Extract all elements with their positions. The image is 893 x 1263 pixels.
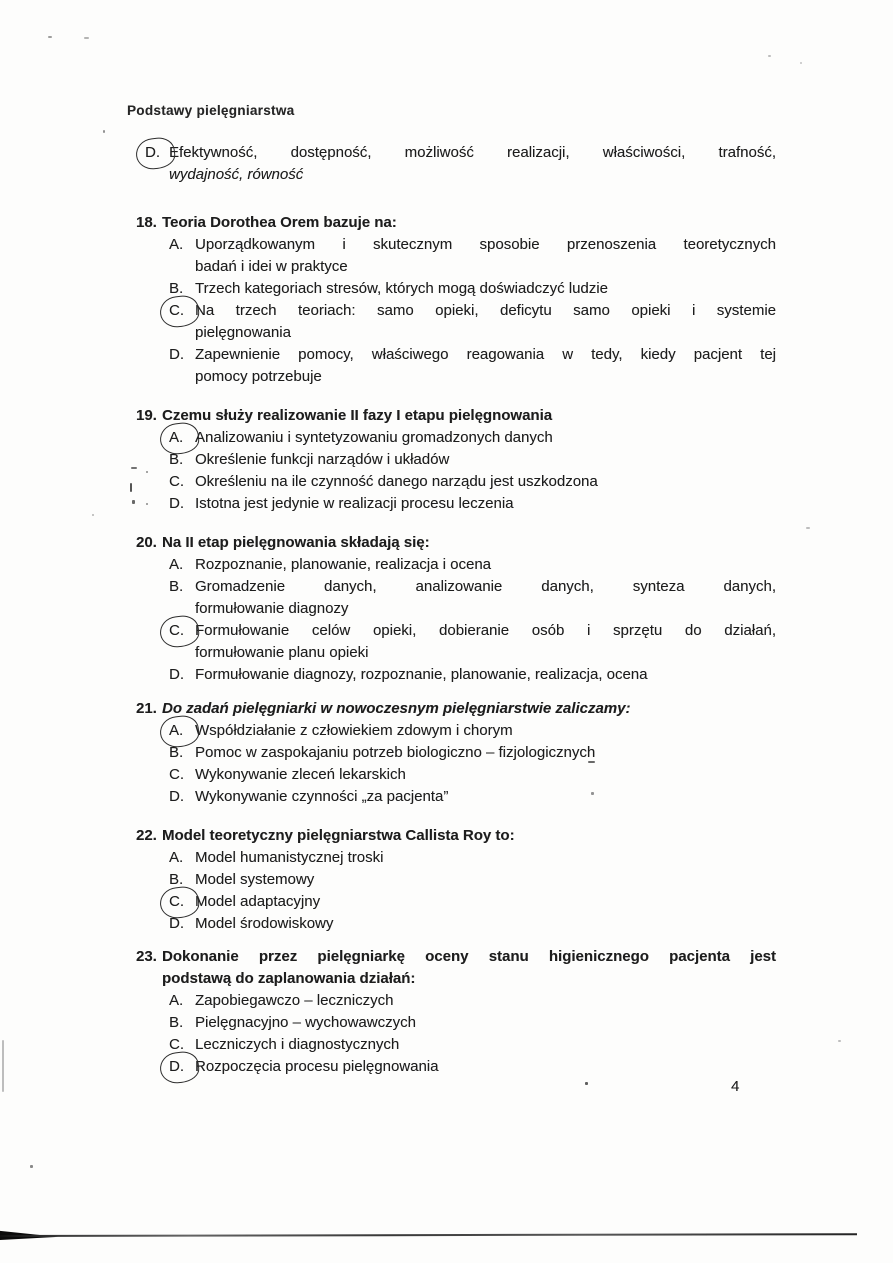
answer-option-text	[195, 869, 776, 891]
answer-option	[169, 664, 776, 686]
answer-letter: B.	[169, 1014, 184, 1031]
question-number: 21.	[136, 700, 157, 717]
question-title-line: podstawą do zaplanowania działań:	[162, 970, 416, 987]
answer-option-line: Określeniu na ile czynność danego narządu jest uszkodzona	[195, 473, 598, 490]
scan-speck	[146, 471, 148, 473]
question-title	[162, 212, 776, 234]
selected-answer-letter: D.	[169, 1056, 195, 1078]
scan-speck	[92, 514, 94, 516]
answer-option-line: Określenie funkcji narządów i układów	[195, 451, 450, 468]
selected-answer-letter: A.	[169, 427, 195, 449]
answer-option-text	[195, 764, 776, 786]
answer-option-line: pomocy potrzebuje	[195, 368, 322, 385]
answer-option-text	[195, 990, 776, 1012]
answer-option-text	[195, 913, 776, 935]
scan-speck	[800, 62, 802, 64]
answer-letter: A.	[169, 236, 184, 253]
scan-speck	[2, 1040, 4, 1092]
answer-option	[169, 1012, 776, 1034]
answer-circle-mark	[158, 294, 200, 329]
answer-letter: C.	[169, 766, 184, 783]
answer-option-line: Zapewnienie pomocy, właściwego reagowania w tedy, kiedy pacjent tej	[195, 346, 776, 363]
answer-letter: B.	[169, 871, 184, 888]
answer-option-line: Zapobiegawczo – leczniczych	[195, 992, 394, 1009]
answer-letter: B.	[169, 451, 184, 468]
answer-option	[169, 1056, 776, 1078]
question-block	[136, 825, 776, 935]
answer-letter: B.	[169, 280, 184, 297]
answer-option-line: Model adaptacyjny	[195, 893, 321, 910]
answer-option	[169, 620, 776, 664]
answer-letter: B.	[169, 744, 184, 761]
question-title-line: Teoria Dorothea Orem bazuje na:	[162, 214, 397, 231]
answer-circle-mark	[158, 614, 200, 649]
answer-option-line: Model środowiskowy	[195, 915, 334, 932]
question-number: 20.	[136, 534, 157, 551]
question-number: 19.	[136, 407, 157, 424]
answer-option	[169, 720, 776, 742]
answer-option-text	[195, 891, 776, 913]
answer-option-text	[195, 471, 776, 493]
answer-option	[169, 300, 776, 344]
answer-option	[169, 427, 776, 449]
scan-speck	[130, 483, 132, 492]
answer-option-line: Leczniczych i diagnostycznych	[195, 1036, 400, 1053]
question-heading	[136, 405, 776, 427]
question-heading	[136, 946, 776, 990]
scan-speck	[585, 1082, 588, 1085]
answer-option-line: formułowanie planu opieki	[195, 644, 369, 661]
carryover-answer-option	[136, 142, 776, 186]
answer-option	[169, 869, 776, 891]
scan-speck	[588, 761, 595, 763]
scan-speck	[146, 503, 148, 505]
answer-letter: A.	[169, 556, 184, 573]
question-number: 23.	[136, 948, 157, 965]
answer-option-line: wydajność, równość	[169, 166, 304, 183]
selected-answer-letter: D.	[145, 142, 169, 186]
question-number: 22.	[136, 827, 157, 844]
answer-option-text	[195, 449, 776, 471]
answer-letter: D.	[169, 346, 184, 363]
answer-option-line: Wykonywanie czynności „za pacjenta”	[195, 788, 449, 805]
question-title-line: Na II etap pielęgnowania składają się:	[162, 534, 430, 551]
answer-option	[169, 1034, 776, 1056]
answer-option	[169, 847, 776, 869]
page-number: 4	[731, 1078, 740, 1095]
question-title	[162, 698, 776, 720]
question-block	[136, 212, 776, 388]
answer-option-line: formułowanie diagnozy	[195, 600, 349, 617]
answer-option	[169, 913, 776, 935]
answer-option-text	[195, 554, 776, 576]
question-block	[136, 532, 776, 686]
answer-option-text	[169, 142, 776, 186]
question-heading	[136, 825, 776, 847]
answer-option	[169, 278, 776, 300]
question-title	[162, 825, 776, 847]
answer-option	[169, 234, 776, 278]
scan-speck	[30, 1165, 33, 1168]
answer-option-text	[195, 1056, 776, 1078]
answer-option-line: Na trzech teoriach: samo opieki, deficytu samo opieki i systemie	[195, 302, 776, 319]
answer-option	[169, 764, 776, 786]
answer-option-line: Wykonywanie zleceń lekarskich	[195, 766, 406, 783]
answer-option-line: Gromadzenie danych, analizowanie danych, synteza danych,	[195, 578, 776, 595]
answer-option	[169, 554, 776, 576]
answer-letter: B.	[169, 578, 184, 595]
scan-speck	[768, 55, 771, 57]
question-title-line: Model teoretyczny pielęgniarstwa Callista Roy to:	[162, 827, 515, 844]
question-title	[162, 405, 776, 427]
answer-option-text	[195, 1034, 776, 1056]
question-list	[136, 212, 776, 1078]
answer-letter: A.	[169, 992, 184, 1009]
scan-speck	[591, 792, 594, 795]
question-block	[136, 698, 776, 808]
question-block	[136, 405, 776, 515]
answer-option-line: Model systemowy	[195, 871, 315, 888]
scan-speck	[132, 500, 135, 504]
scanner-line-artifact	[0, 1233, 857, 1237]
question-heading	[136, 212, 776, 234]
answer-option-line: pielęgnowania	[195, 324, 291, 341]
answer-option-text	[195, 493, 776, 515]
scan-speck	[131, 467, 137, 469]
answer-letter: C.	[169, 1036, 184, 1053]
answer-letter: D.	[169, 666, 184, 683]
answer-option-text	[195, 664, 776, 686]
answer-option-text	[195, 344, 776, 388]
answer-option-line: badań i idei w praktyce	[195, 258, 348, 275]
answer-option	[169, 576, 776, 620]
answer-option-text	[195, 576, 776, 620]
exam-content	[136, 142, 776, 1078]
answer-circle-mark	[158, 1050, 200, 1085]
question-title	[162, 532, 776, 554]
answer-option	[169, 990, 776, 1012]
selected-answer-letter: C.	[169, 891, 195, 913]
answer-option-line: Pielęgnacyjno – wychowawczych	[195, 1014, 416, 1031]
answer-option-line: Efektywność, dostępność, możliwość realizacji, właściwości, trafność,	[169, 144, 776, 161]
answer-option	[169, 786, 776, 808]
answer-option-line: Analizowaniu i syntetyzowaniu gromadzonych danych	[195, 429, 553, 446]
answer-option	[145, 142, 776, 186]
answer-option-line: Istotna jest jedynie w realizacji procesu leczenia	[195, 495, 514, 512]
scan-speck	[806, 527, 810, 529]
answer-option-line: Rozpoznanie, planowanie, realizacja i ocena	[195, 556, 492, 573]
selected-answer-letter: C.	[169, 620, 195, 664]
answer-option-line: Model humanistycznej troski	[195, 849, 384, 866]
scan-speck	[84, 37, 89, 39]
answer-option	[169, 742, 776, 764]
scan-speck	[838, 1040, 841, 1042]
selected-answer-letter: A.	[169, 720, 195, 742]
answer-option-line: Trzech kategoriach stresów, których mogą doświadczyć ludzie	[195, 280, 608, 297]
answer-option-line: Pomoc w zaspokajaniu potrzeb biologiczno – fizjologicznych	[195, 744, 596, 761]
answer-option-line: Uporządkowanym i skutecznym sposobie przenoszenia teoretycznych	[195, 236, 776, 253]
answer-option-text	[195, 234, 776, 278]
answer-letter: C.	[169, 473, 184, 490]
scan-speck	[103, 130, 105, 133]
question-title-line: Dokonanie przez pielęgniarkę oceny stanu higienicznego pacjenta jest	[162, 948, 776, 965]
answer-option	[169, 891, 776, 913]
selected-answer-letter: C.	[169, 300, 195, 344]
question-heading	[136, 698, 776, 720]
answer-option-line: Formułowanie diagnozy, rozpoznanie, planowanie, realizacja, ocena	[195, 666, 648, 683]
answer-option	[169, 493, 776, 515]
answer-option	[169, 471, 776, 493]
scan-speck	[48, 36, 52, 38]
answer-letter: D.	[169, 915, 184, 932]
question-block	[136, 946, 776, 1078]
scanner-edge-wedge-artifact	[0, 1227, 58, 1240]
page-header: Podstawy pielęgniarstwa	[127, 103, 295, 118]
answer-option-text	[195, 1012, 776, 1034]
question-number: 18.	[136, 214, 157, 231]
answer-option	[169, 344, 776, 388]
question-title-line: Do zadań pielęgniarki w nowoczesnym pielęgniarstwie zaliczamy:	[162, 700, 631, 717]
answer-option-text	[195, 300, 776, 344]
question-title	[162, 946, 776, 990]
answer-option	[169, 449, 776, 471]
answer-option-line: Rozpoczęcia procesu pielęgnowania	[195, 1058, 439, 1075]
question-heading	[136, 532, 776, 554]
answer-option-text	[195, 847, 776, 869]
question-title-line: Czemu służy realizowanie II fazy I etapu pielęgnowania	[162, 407, 553, 424]
answer-option-line: Współdziałanie z człowiekiem zdowym i chorym	[195, 722, 513, 739]
answer-letter: A.	[169, 849, 184, 866]
answer-option-text	[195, 786, 776, 808]
answer-option-text	[195, 620, 776, 664]
answer-letter: D.	[169, 495, 184, 512]
answer-option-text	[195, 278, 776, 300]
answer-option-line: Formułowanie celów opieki, dobieranie osób i sprzętu do działań,	[195, 622, 776, 639]
answer-option-text	[195, 720, 776, 742]
answer-letter: D.	[169, 788, 184, 805]
answer-option-text	[195, 742, 776, 764]
answer-option-text	[195, 427, 776, 449]
